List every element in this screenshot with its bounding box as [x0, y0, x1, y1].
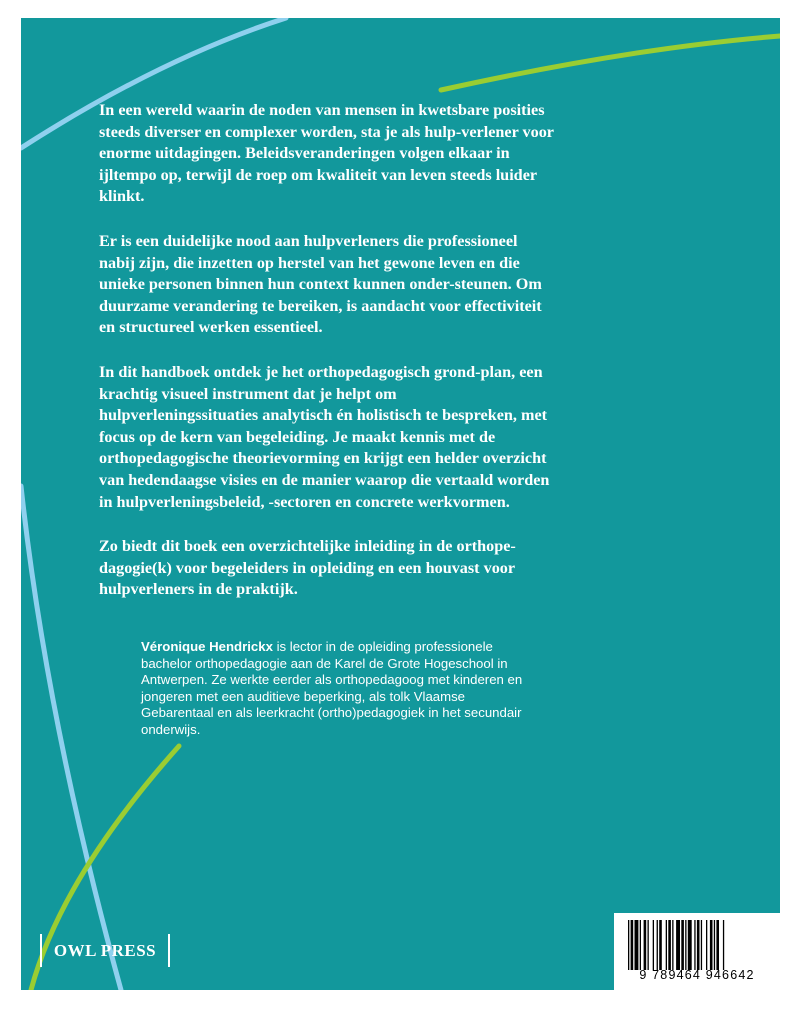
- barcode-bar: [694, 920, 695, 970]
- barcode-bar: [688, 920, 692, 970]
- barcode-bar: [723, 920, 724, 970]
- green-arc-top: [441, 36, 780, 90]
- barcode-bar: [659, 920, 662, 970]
- blurb-paragraph-1: In een wereld waarin de noden van mensen in kwetsbare posities steeds diverser en complexer worden, sta je als hulp-verlener voor enorme uitdagingen. Beleidsveranderingen volgen elkaar in ijltempo op, terwijl de roep om kwaliteit van leven steeds luider klinkt.: [99, 101, 554, 206]
- blurb-paragraph-2: Er is een duidelijke nood aan hulpverleners die professioneel nabij zijn, die inzetten op herstel van het gewone leven en die unieke personen binnen hun context kunnen onder-steunen. Om duurzame verandering te bereiken, is aandacht voor effectiviteit en structureel werken essentieel.: [99, 231, 542, 337]
- isbn-number: 9 789464 946642: [639, 968, 755, 982]
- barcode-bar: [668, 920, 671, 970]
- publisher-logo: [40, 934, 170, 967]
- barcode-bar: [710, 920, 713, 970]
- blurb-paragraph-4: Zo biedt dit boek een overzichtelijke inleiding in de orthope-dagogie(k) voor begeleiders in opleiding en een houvast voor hulpverleners in de praktijk.: [99, 537, 516, 599]
- barcode-bar: [644, 920, 647, 970]
- barcode-bar: [697, 920, 700, 970]
- barcode-bar: [631, 920, 634, 970]
- barcode-bar: [635, 920, 639, 970]
- barcode-bar: [653, 920, 654, 970]
- barcode-bar: [676, 920, 680, 970]
- author-bio-text: is lector in de opleiding professionele bachelor orthopedagogie aan de Karel de Grote Hogeschool in Antwerpen. Ze werkte eerder als orthopedagoog met kinderen en jongeren met een auditieve beperking, als tolk Vlaamse Gebarentaal en als leerkracht (ortho)pedagogiek in het secundair onderwijs.: [141, 639, 523, 737]
- barcode-bar: [714, 920, 715, 970]
- author-name: Véronique Hendrickx: [141, 639, 273, 654]
- publisher-name: OWL PRESS: [53, 940, 157, 960]
- barcode-bar: [701, 920, 702, 970]
- barcode-bar: [672, 920, 673, 970]
- author-bio: [141, 639, 541, 739]
- barcode-bar: [681, 920, 684, 970]
- barcode-bar: [666, 920, 667, 970]
- blurb-paragraph-3: In dit handboek ontdek je het orthopedagogisch grond-plan, een krachtig visueel instrument dat je helpt om hulpverleningssituaties analytisch én holistisch te bespreken, met focus op de kern van begeleiding. Je maakt kennis met de orthopedagogische theorievorming en krijgt een helder overzicht van hedendaagse visies en de manier waarop die vertaald worden in hulpverleningsbeleid, -sectoren en concrete werkvormen.: [99, 362, 550, 511]
- barcode-bar: [640, 920, 641, 970]
- barcode-bar: [716, 920, 719, 970]
- barcode-bar: [648, 920, 649, 970]
- barcode-bar: [628, 920, 629, 970]
- barcode-bar: [657, 920, 658, 970]
- blurb-text: [99, 100, 555, 624]
- barcode-bar: [685, 920, 686, 970]
- barcode: [614, 913, 780, 990]
- barcode-bars: [628, 920, 766, 970]
- barcode-bar: [706, 920, 707, 970]
- back-cover: [21, 18, 780, 990]
